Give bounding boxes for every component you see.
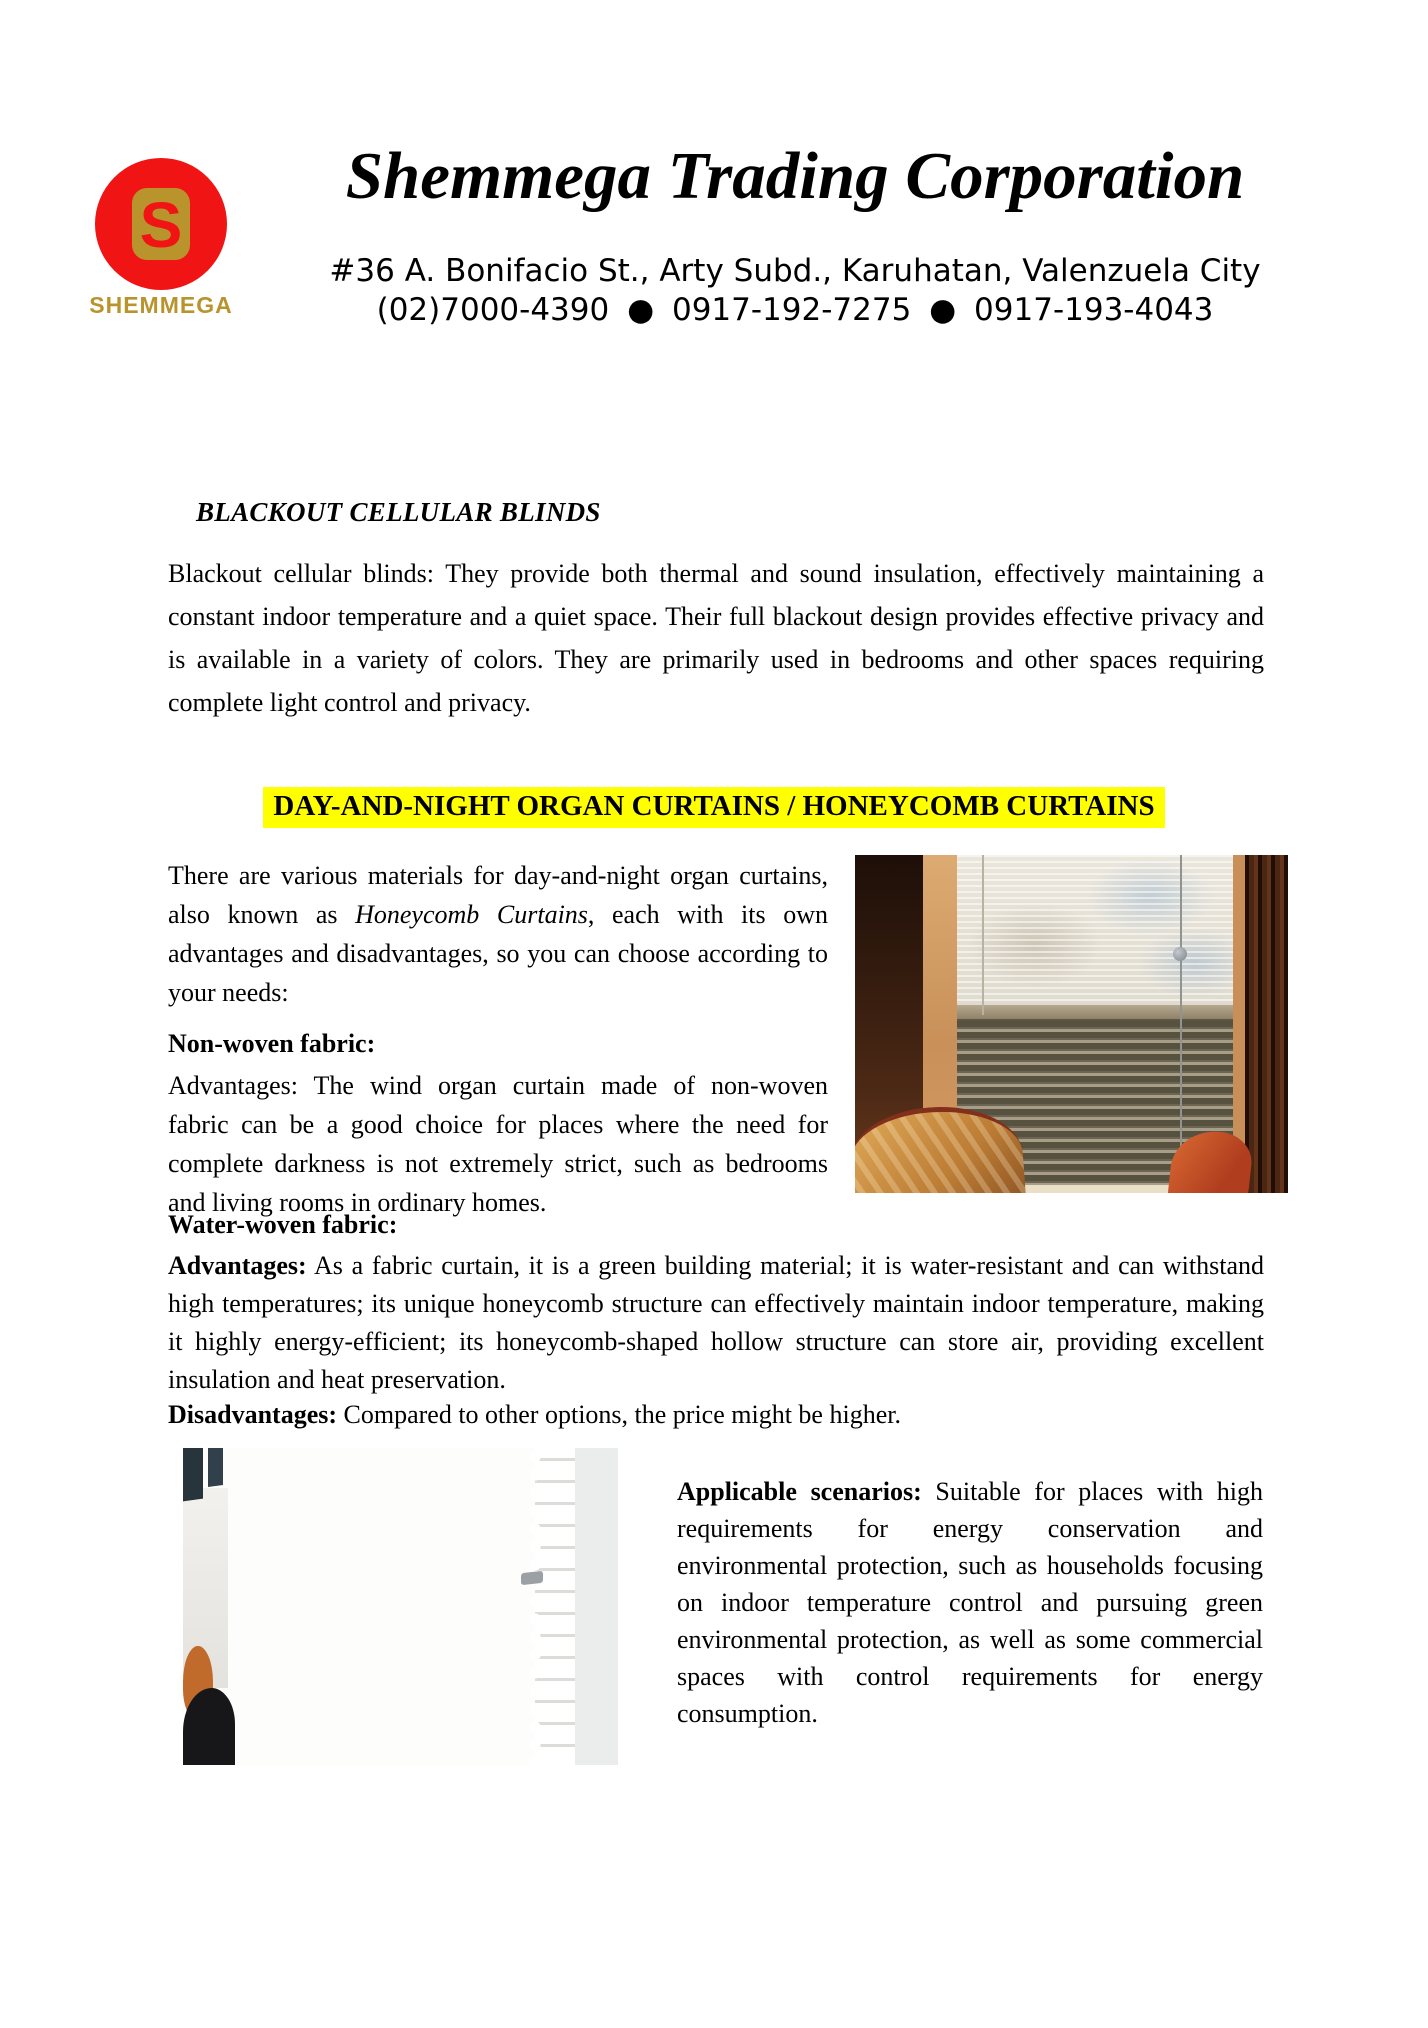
intro-text-end: , each with its own advantages and disadvantages, so you can choose according to your needs: [168, 900, 828, 1007]
photo2-mount-clip [521, 1571, 543, 1585]
photo-blind-cord-right [1180, 855, 1182, 1193]
blackout-section-title: BLACKOUT CELLULAR BLINDS [196, 497, 601, 527]
daynight-section-title-highlighted: DAY-AND-NIGHT ORGAN CURTAINS / HONEYCOMB CURTAINS [263, 787, 1164, 828]
waterwoven-heading: Water-woven fabric: [168, 1210, 398, 1239]
photo2-person-silhouette [183, 1688, 235, 1765]
logo-monogram: S [139, 189, 183, 261]
waterwoven-advantages-paragraph [168, 1247, 1264, 1399]
company-logo-icon [95, 158, 227, 290]
photo2-cell-edge-zigzag [535, 1448, 575, 1765]
daynight-title-row [0, 787, 1428, 828]
honeycomb-closeup-photo [183, 1448, 618, 1765]
photo2-gray-margin [575, 1448, 618, 1765]
intro-text-start: There are various materials for day-and-night organ curtains, also known as [168, 861, 828, 929]
nonwoven-paragraph: Advantages: The wind organ curtain made of non-woven fabric can be a good choice for places where the need for complete darkness is not extremely strict, such as bedrooms and living rooms in ordinary homes. [168, 1071, 828, 1217]
applicable-text: Suitable for places with high requirements for energy conservation and environmental protection, such as households focusing on indoor temperature control and pursuing green environmental protection, as well as some commercial spaces with control requirements for energy consumption. [677, 1477, 1263, 1728]
company-address: #36 A. Bonifacio St., Arty Subd., Karuhatan, Valenzuela City [329, 253, 1261, 289]
photo-blind-cord-left [982, 855, 984, 1015]
photo2-blind-column-3 [447, 1448, 535, 1765]
company-phone-numbers: (02)7000-4390 ● 0917-192-7275 ● 0917-193-4043 [376, 292, 1214, 328]
waterwoven-disadvantages-paragraph [168, 1396, 1264, 1434]
photo-window-frame-right [1245, 855, 1288, 1193]
blackout-paragraph: Blackout cellular blinds: They provide both thermal and sound insulation, effectively maintaining a constant indoor temperature and a quiet space. Their full blackout design provides effective privacy and is available in a variety of colors. They are primarily used in bedrooms and other spaces requiring complete light control and privacy. [168, 559, 1264, 717]
logo-wordmark: SHEMMEGA [89, 292, 233, 318]
company-name: Shemmega Trading Corporation [345, 139, 1245, 213]
photo-blind-rail [957, 1005, 1233, 1021]
window-blinds-photo [855, 855, 1288, 1193]
nonwoven-heading: Non-woven fabric: [168, 1029, 376, 1058]
photo2-window-left [183, 1448, 203, 1501]
photo2-blind-column-2 [341, 1448, 441, 1765]
intro-text-italic: Honeycomb Curtains [355, 900, 588, 929]
photo-sheer-blinds-area [957, 855, 1233, 1005]
advantages-text: As a fabric curtain, it is a green building material; it is water-resistant and can withstand high temperatures; its unique honeycomb structure can effectively maintain indoor temperature, making it highly energy-efficient; its honeycomb-shaped hollow structure can store air, providing excellent insulation and heat preservation. [168, 1251, 1264, 1394]
advantages-label: Advantages: [168, 1251, 307, 1280]
applicable-scenarios-paragraph [677, 1473, 1263, 1732]
photo-cord-knob [1173, 947, 1187, 961]
disadvantages-label: Disadvantages: [168, 1400, 338, 1429]
daynight-intro-paragraph [168, 856, 828, 1012]
disadvantages-text: Compared to other options, the price might be higher. [337, 1400, 901, 1429]
photo2-window-right [208, 1448, 223, 1487]
photo2-blind-column-1 [225, 1448, 335, 1765]
applicable-label: Applicable scenarios: [677, 1477, 922, 1506]
